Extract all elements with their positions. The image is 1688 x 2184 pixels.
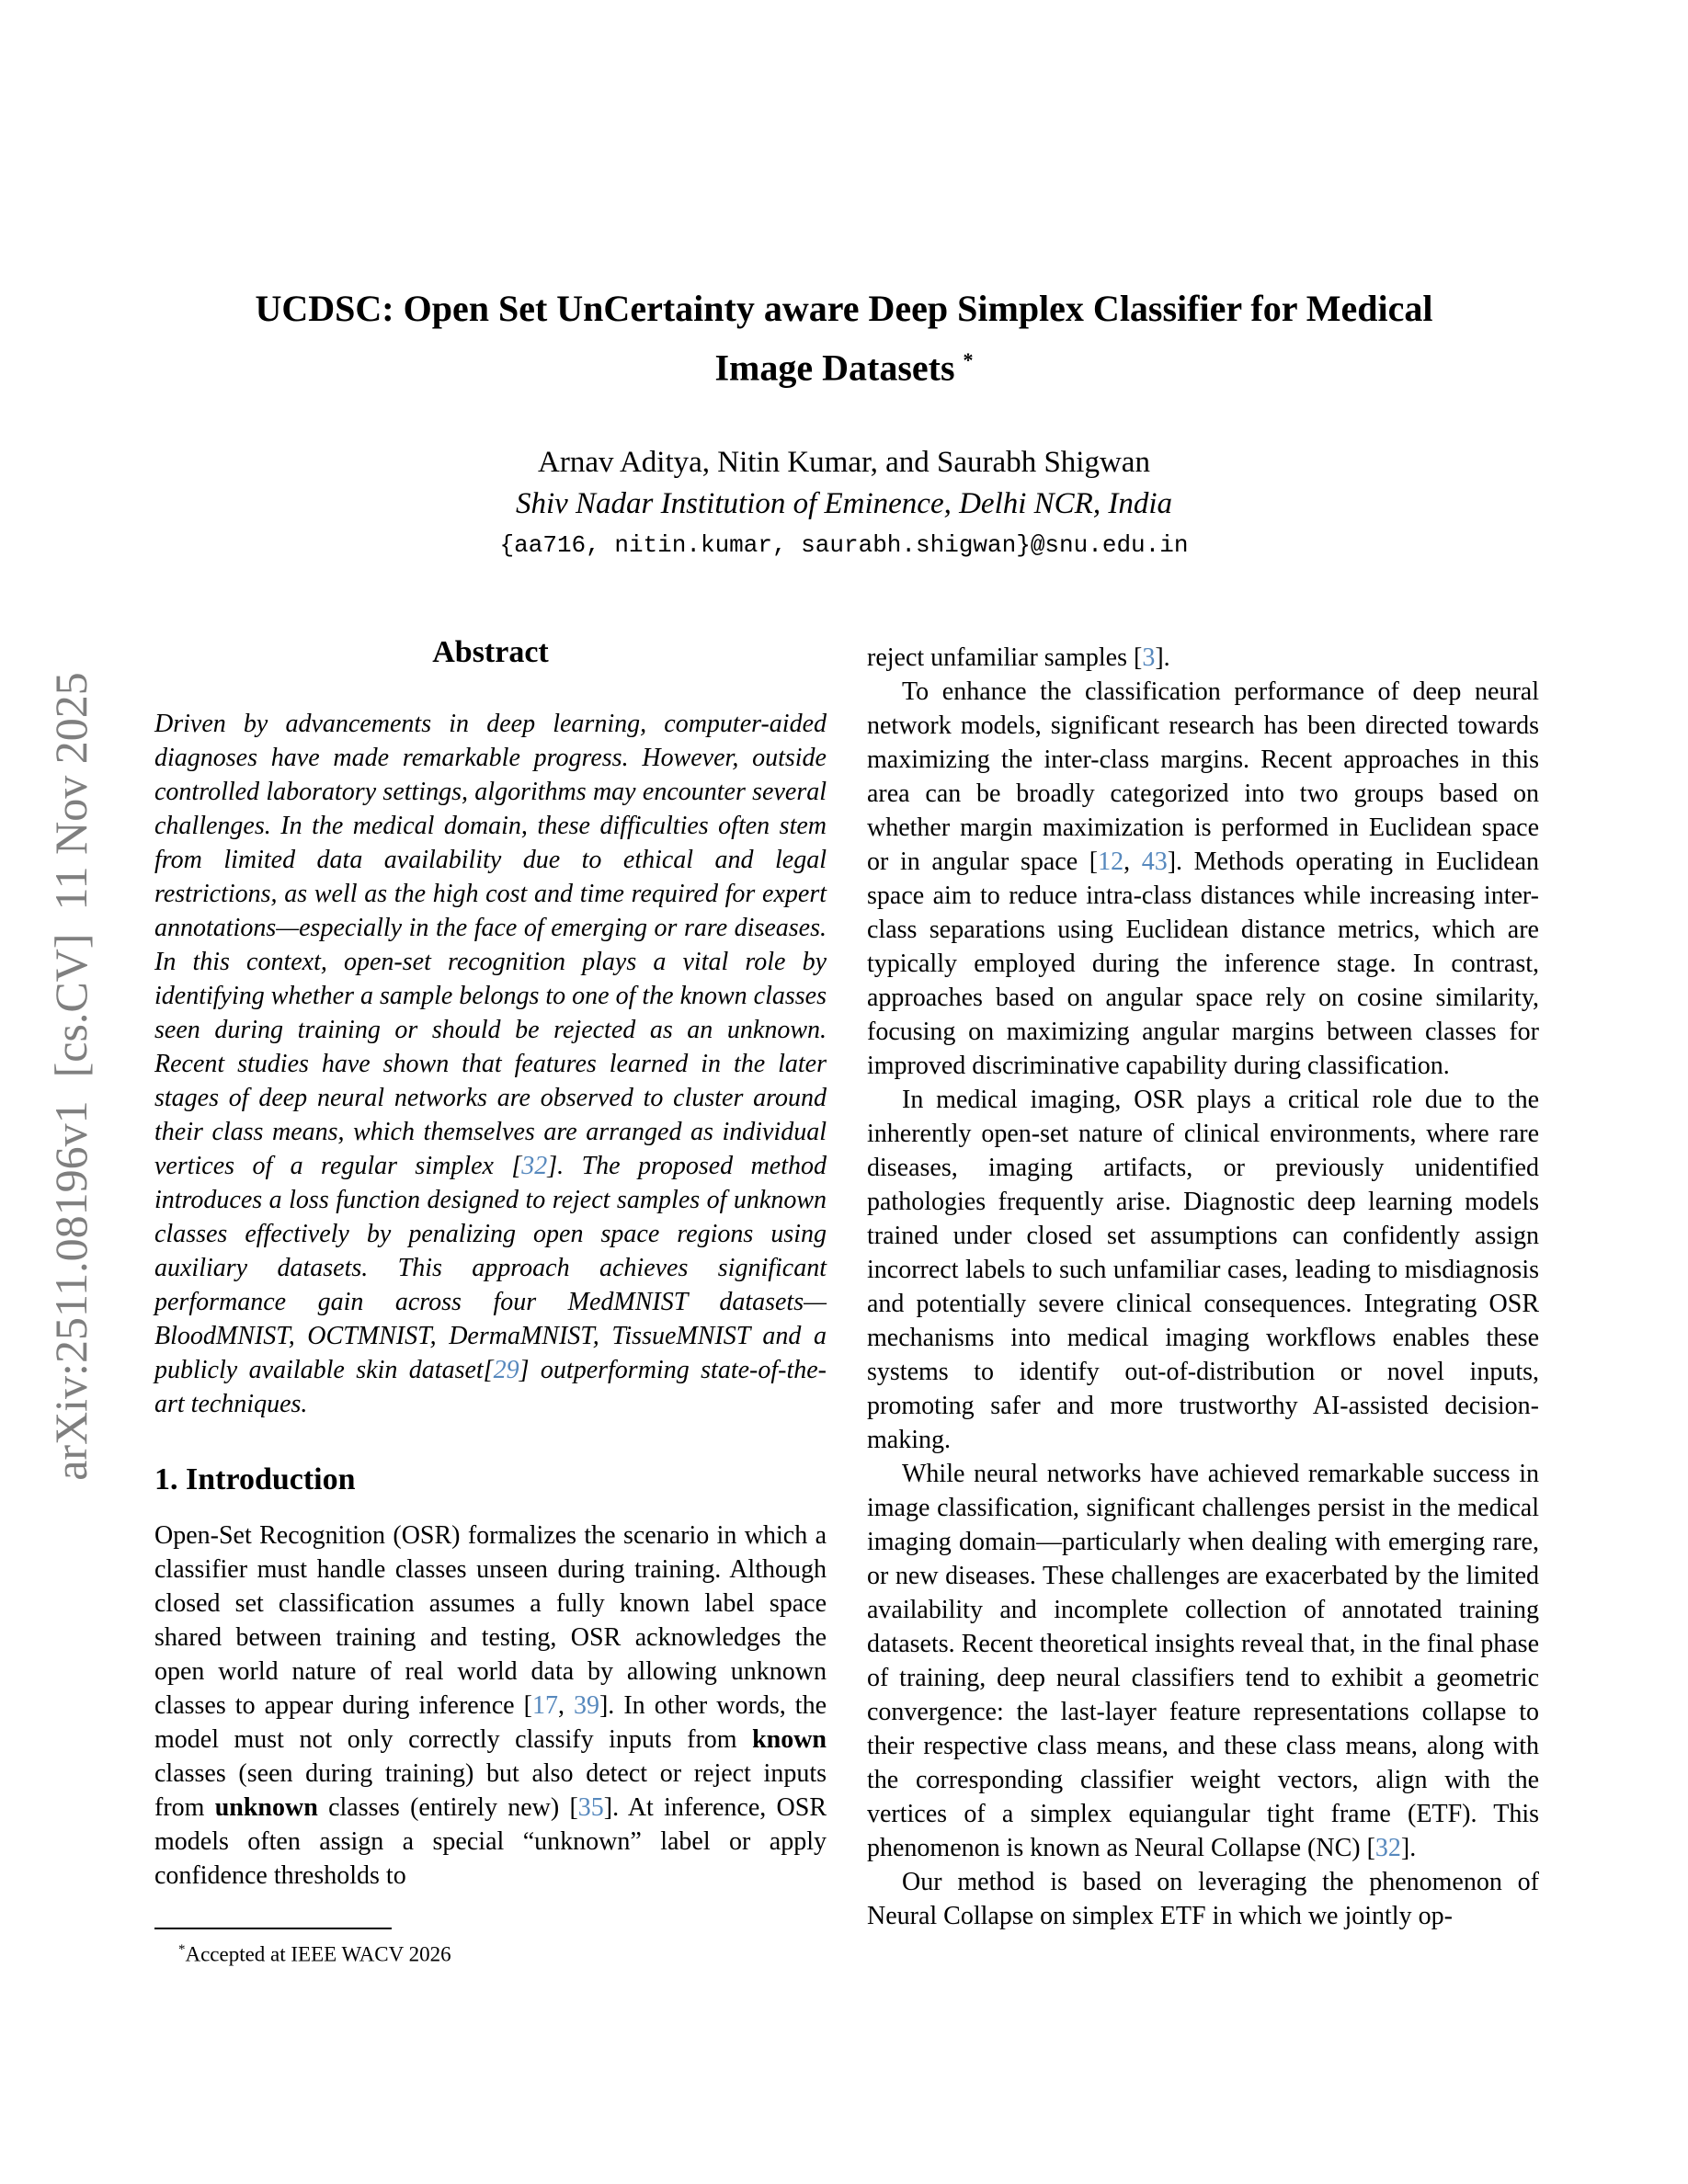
affiliation-line: Shiv Nadar Institution of Eminence, Delhi NCR, India: [515, 487, 1172, 520]
citation-link[interactable]: 12: [1098, 847, 1124, 876]
citation-link[interactable]: 35: [577, 1793, 604, 1822]
body-paragraph-2: To enhance the classification performance of deep neural network models, significant research has been directed towards maximizing the inter-class margins. Recent approaches in this area can be broadly categorized into two groups based on whether margin maximization is performed in Euclidean space or in angular space [12, 43]. Methods operating in Euclidean space aim to reduce intra-class distances while increasing inter-class separations using Euclidean distance metrics, which are typically employed during the inference stage. In contrast, approaches based on angular space rely on cosine similarity, focusing on maximizing angular margins between classes for improved discriminative capability during classification.: [867, 677, 1539, 1080]
bold-text: known: [752, 1725, 827, 1754]
body-paragraph-3: In medical imaging, OSR plays a critical role due to the inherently open-set nature of clinical environments, where rare diseases, imaging artifacts, or previously unidentified pathologies frequently arise. Diagnostic deep learning models trained under closed set assumptions can confidently assign incorrect labels to such unfamiliar cases, leading to misdiagnosis and potentially severe clinical consequences. Integrating OSR mechanisms into medical imaging workflows enables these systems to identify out-of-distribution or novel inputs, promoting safer and more trustworthy AI-assisted decision-making.: [867, 1086, 1539, 1454]
arxiv-watermark: arXiv:2511.08196v1 [cs.CV] 11 Nov 2025: [45, 672, 97, 1481]
bold-text: unknown: [214, 1793, 318, 1822]
abstract-heading: Abstract: [432, 635, 549, 669]
citation-link[interactable]: 39: [573, 1691, 599, 1720]
footnote-label: Accepted at IEEE WACV 2026: [185, 1942, 451, 1966]
footnote-marker: *: [178, 1942, 186, 1957]
footnote-rule: [154, 1928, 392, 1929]
emails-line: {aa716, nitin.kumar, saurabh.shigwan}@snu.edu.in: [499, 531, 1189, 559]
introduction-paragraph: Open-Set Recognition (OSR) formalizes the scenario in which a classifier must handle classes unseen during training. Although closed set classification assumes a fully known label space shared between training and testing, OSR acknowledges the open world nature of real world data by allowing unknown classes to appear during inference [17, 39]. In other words, the model must not only correctly classify inputs from known classes (seen during training) but also detect or reject inputs from unknown classes (entirely new) [35]. At inference, OSR models often assign a special “unknown” label or apply confidence thresholds to: [154, 1521, 827, 1890]
citation-link[interactable]: 32: [521, 1152, 548, 1180]
paper-title-line2: [150, 335, 1538, 393]
paper-title-line1: UCDSC: Open Set UnCertainty aware Deep Simplex Classifier for Medical: [255, 288, 1433, 329]
introduction-heading: 1. Introduction: [154, 1462, 356, 1496]
citation-link[interactable]: 17: [531, 1691, 558, 1720]
abstract-paragraph: Driven by advancements in deep learning, computer-aided diagnoses have made remarkable progress. However, outside controlled laboratory settings, algorithms may encounter several challenges. In the medical domain, these difficulties often stem from limited data availability due to ethical and legal restrictions, as well as the high cost and time required for expert annotations—especially in the face of emerging or rare diseases. In this context, open-set recognition plays a vital role by identifying whether a sample belongs to one of the known classes seen during training or should be rejected as an unknown. Recent studies have shown that features learned in the later stages of deep neural networks are observed to cluster around their class means, which themselves are arranged as individual vertices of a regular simplex [32]. The proposed method introduces a loss function designed to reject samples of unknown classes effectively by penalizing open space regions using auxiliary datasets. This approach achieves significant performance gain across four MedMNIST datasets—BloodMNIST, OCTMNIST, DermaMNIST, TissueMNIST and a publicly available skin dataset[29] outperforming state-of-the-art techniques.: [154, 710, 827, 1418]
footnote-block: [154, 1928, 827, 1969]
right-column: [867, 641, 1539, 1933]
authors-line: Arnav Aditya, Nitin Kumar, and Saurabh Shigwan: [538, 446, 1150, 479]
authors-block: [150, 441, 1538, 566]
body-paragraph-5: Our method is based on leveraging the phenomenon of Neural Collapse on simplex ETF in which we jointly op-: [867, 1868, 1539, 1930]
citation-link[interactable]: 43: [1141, 847, 1168, 876]
citation-link[interactable]: 29: [493, 1356, 519, 1384]
title-footnote-marker: *: [963, 348, 974, 371]
citation-link[interactable]: 32: [1374, 1834, 1401, 1862]
citation-link[interactable]: 3: [1142, 643, 1156, 672]
body-paragraph-1: reject unfamiliar samples [3].: [867, 643, 1170, 672]
paper-title-line2-text: Image Datasets: [714, 347, 955, 389]
body-paragraph-4: While neural networks have achieved remarkable success in image classification, significant challenges persist in the medical imaging domain—particularly when dealing with emerging rare, or new diseases. These challenges are exacerbated by the limited availability and incomplete collection of annotated training datasets. Recent theoretical insights reveal that, in the final phase of training, deep neural classifiers tend to exhibit a geometric convergence: the last-layer feature representations collapse to their respective class means, and these class means, along with the corresponding classifier weight vectors, align with the vertices of a simplex equiangular tight frame (ETF). This phenomenon is known as Neural Collapse (NC) [32].: [867, 1460, 1539, 1862]
title-block: [150, 283, 1538, 393]
left-column: [154, 634, 827, 1893]
footnote-text: [154, 1936, 827, 1969]
